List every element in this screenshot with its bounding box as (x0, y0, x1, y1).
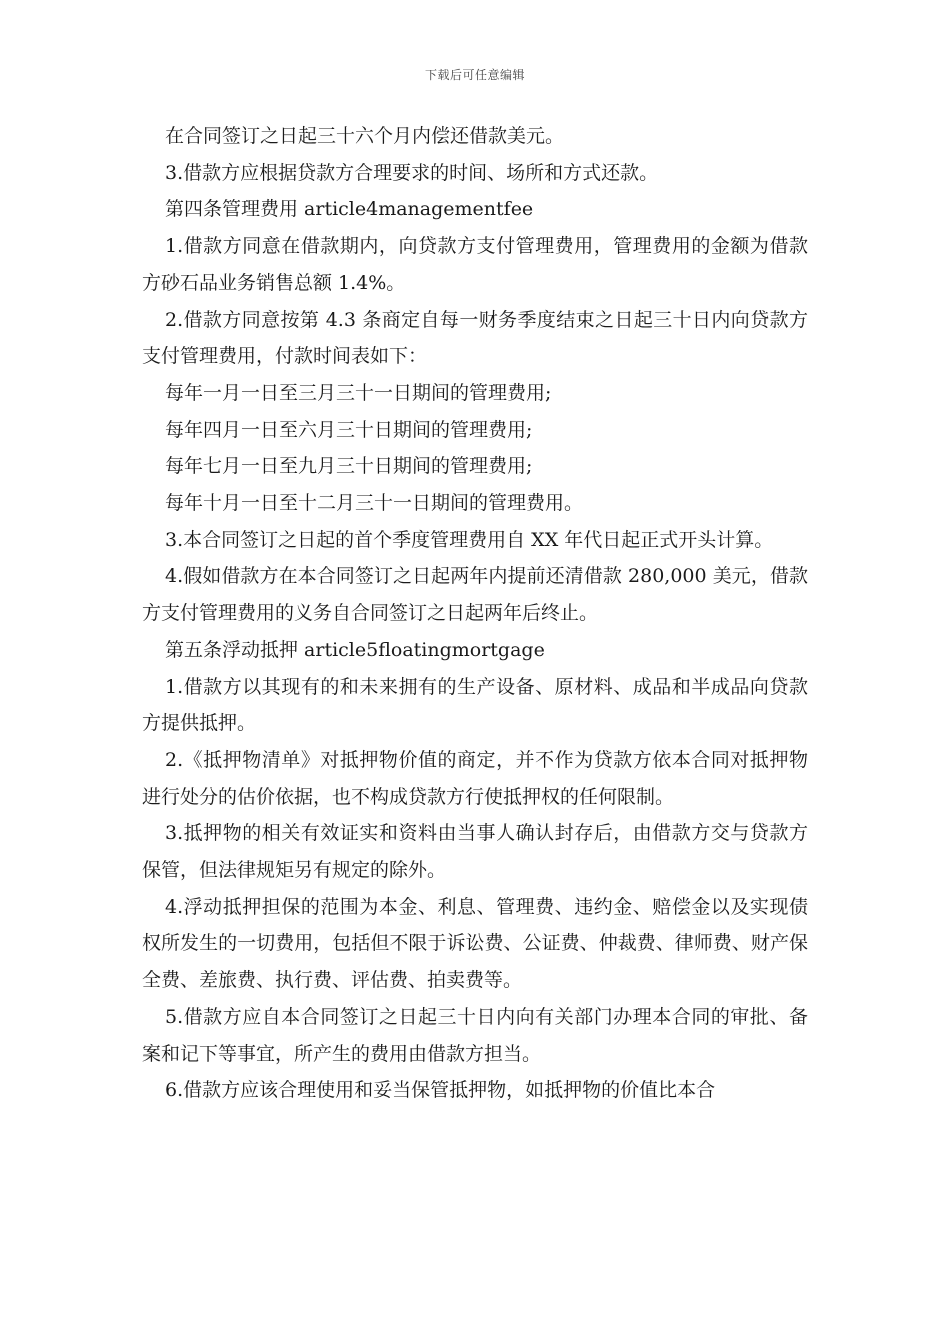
paragraph-5-4: 4.浮动抵押担保的范围为本金、利息、管理费、违约金、赔偿金以及实现债权所发生的一切费用，包括但不限于诉讼费、公证费、仲裁费、律师费、财产保全费、差旅费、执行费、评估费、拍卖费等。 (142, 895, 808, 992)
paragraph-4-1: 1.借款方同意在借款期内，向贷款方支付管理费用，管理费用的金额为借款方砂石品业务销售总额 1.4%。 (142, 235, 808, 294)
paragraph-5-2: 2.《抵押物清单》对抵押物价值的商定，并不作为贷款方依本合同对抵押物进行处分的估价依据，也不构成贷款方行使抵押权的任何限制。 (142, 748, 808, 808)
paragraph-5-6: 6.借款方应该合理使用和妥当保管抵押物，如抵押物的价值比本合 (165, 1079, 716, 1102)
paragraph-5-3: 3.抵押物的相关有效证实和资料由当事人确认封存后，由借款方交与贷款方保管，但法律规矩另有规定的除外。 (142, 822, 808, 882)
paragraph-4-3: 3.本合同签订之日起的首个季度管理费用自 XX 年代日起正式开头计算。 (165, 528, 774, 551)
schedule-item-q3: 每年七月一日至九月三十日期间的管理费用; (165, 455, 533, 478)
paragraph-4-2: 2.借款方同意按第 4.3 条商定自每一财务季度结束之日起三十日内向贷款方支付管理费用，付款时间表如下： (142, 308, 808, 368)
schedule-item-q4: 每年十月一日至十二月三十一日期间的管理费用。 (165, 492, 584, 515)
schedule-item-q1: 每年一月一日至三月三十一日期间的管理费用; (165, 381, 552, 404)
paragraph-4-4: 4.假如借款方在本合同签订之日起两年内提前还清借款 280,000 美元，借款方支付管理费用的义务自合同签订之日起两年后终止。 (142, 565, 808, 625)
article-5-heading: 第五条浮动抵押 article5floatingmortgage (165, 638, 545, 661)
document-body (142, 118, 808, 1109)
paragraph-repayment-method: 3.借款方应根据贷款方合理要求的时间、场所和方式还款。 (165, 161, 659, 184)
paragraph-repayment-term: 在合同签订之日起三十六个月内偿还借款美元。 (165, 125, 565, 147)
schedule-item-q2: 每年四月一日至六月三十日期间的管理费用; (165, 418, 533, 441)
paragraph-5-1: 1.借款方以其现有的和未来拥有的生产设备、原材料、成品和半成品向贷款方提供抵押。 (142, 675, 808, 735)
page-header-note: 下载后可任意编辑 (424, 68, 525, 82)
article-4-heading: 第四条管理费用 article4managementfee (165, 198, 534, 221)
paragraph-5-5: 5.借款方应自本合同签订之日起三十日内向有关部门办理本合同的审批、备案和记下等事宜，所产生的费用由借款方担当。 (142, 1005, 808, 1065)
